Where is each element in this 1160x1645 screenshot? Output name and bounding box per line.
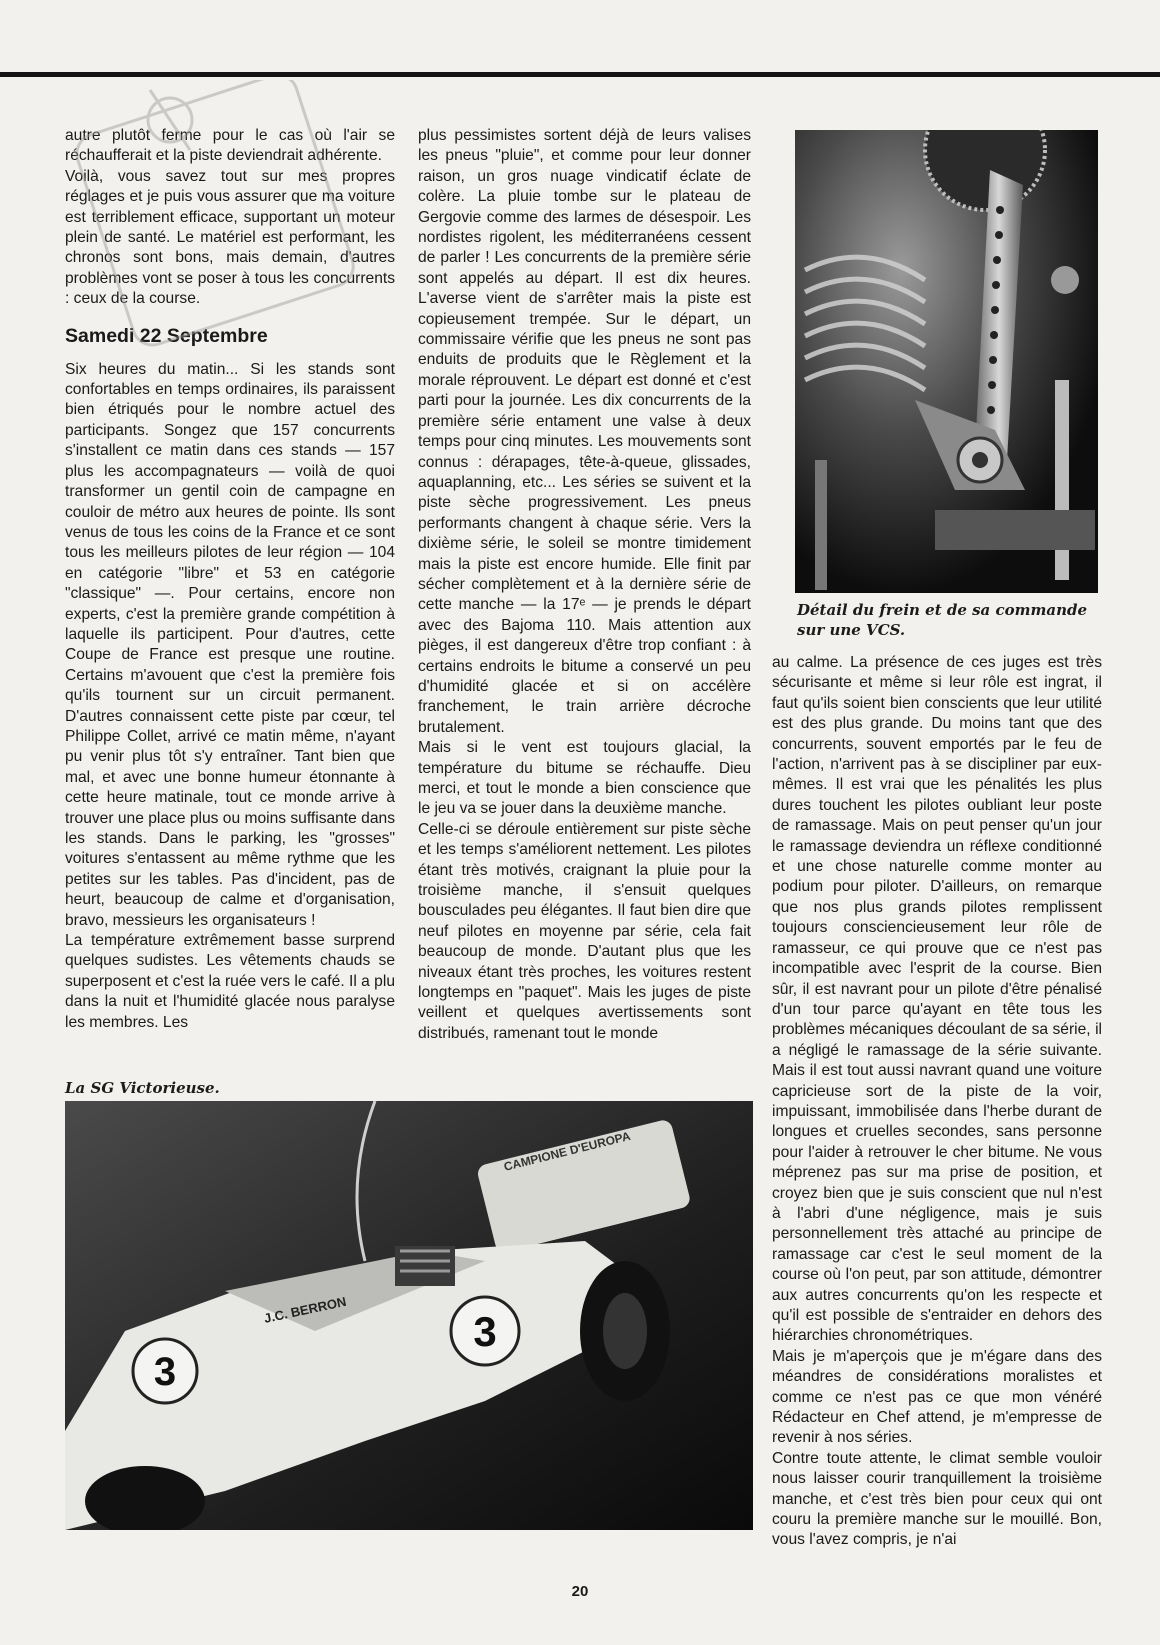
paragraph: Contre toute attente, le climat semble vouloir nous laisser courir tranquillement la troisième manche, et c'est très bien pour ceux qui ont couru la première manche sur le mouillé. Bon, vous l'avez compris, je n'ai bbox=[772, 1449, 1102, 1549]
photo-caption: La SG Victorieuse. bbox=[65, 1079, 220, 1097]
article-column-3 bbox=[772, 653, 1102, 1551]
paragraph: La température extrêmement basse surprend quelques sudistes. Les vêtements chauds se superposent et c'est la ruée vers le café. Il a plu dans la nuit et l'humidité glacée nous paralyse les membres. Les bbox=[65, 932, 395, 1031]
car-number-side: 3 bbox=[473, 1308, 497, 1355]
article-column-2 bbox=[418, 126, 751, 1044]
paragraph: Mais si le vent est toujours glacial, la température du bitume se réchauffe. Dieu merci, et tout le monde a bien conscience que le jeu va se jouer dans la deuxième manche. bbox=[418, 739, 751, 818]
section-heading: Samedi 22 Septembre bbox=[65, 324, 268, 347]
paragraph: Six heures du matin... Si les stands sont confortables en temps ordinaires, ils paraissent bien étriqués pour le nombre actuel des participants. Songez que 157 concurrents s'installent ce matin dans ces stands — 157 plus les accompagnateurs — voilà de quoi transformer un gentil coin de campagne en couloir de métro aux heures de pointe. Ils sont venus de tous les coins de la France et ce sont tous les meilleurs pilotes de leur région — 104 en catégorie "libre" et 53 en catégorie "classique" —. Pour certains, encore non experts, c'est la première grande compétition à laquelle ils participent. Pour d'autres, cette Coupe de France est presque une routine. Certains m'avouent que c'est la première fois qu'ils tournent sur un circuit permanent. D'autres connaissent cette piste par cœur, tel Philippe Collet, arrivé ce matin même, n'ayant pu venir plus tôt s'y entraîner. Tant bien que mal, et avec une bonne humeur étonnante à cette heure matinale, tout ce monde arrive à trouver une place plus ou moins suffisante dans les stands. Dans le parking, les "grosses" voitures s'entassent au même rythme que les petites sur les tables. Pas d'incident, pas de heurt, beaucoup de calme et d'organisation, bravo, messieurs les organisateurs ! bbox=[65, 360, 395, 929]
box-label: CAMPIONE D'EUROPA bbox=[502, 1128, 632, 1174]
paragraph: Mais je m'aperçois que je m'égare dans des méandres de considérations moralistes et comme ce n'est pas ce que mon vénéré Rédacteur en Chef attend, je m'empresse de revenir à nos séries. bbox=[772, 1347, 1102, 1447]
paragraph: plus pessimistes sortent déjà de leurs valises les pneus "pluie", et comme pour leur donner raison, un gros nuage vindicatif éclate de colère. La pluie tombe sur le plateau de Gergovie comme des larmes de désespoir. Les nordistes rigolent, les méditerranéens cessent de parler ! Les concurrents de la première série sont appelés au départ. Il est dix heures. L'averse vient de s'arrêter mais la piste est copieusement trempée. Sur le départ, un commissaire vérifie que les pneus ne sont pas enduits de produits que le Règlement et la morale réprouvent. Le départ est donné et c'est parti pour la journée. Les dix concurrents de la première série entament une valse à deux temps pour cinq minutes. Les mouvements sont connus : dérapages, tête-à-queue, glissades, aquaplanning, etc... Les séries se suivent et la piste sèche progressivement. Les pneus performants changent à chaque série. Vers la dixième série, le soleil se montre timidement mais la piste est encore humide. Elle finit par sécher complètement et à la dernière série de cette manche — la 17ᵉ — je prends le départ avec des Bajoma 110. Mais attention aux pièges, il est dangereux d'être trop confiant : à certains endroits le bitume a conservé un peu d'humidité glacée et si on accélère franchement, le train arrière décroche brutalement. bbox=[418, 127, 751, 736]
paragraph: Celle-ci se déroule entièrement sur piste sèche et les temps s'améliorent nettement. Les pilotes étant très motivés, craignant la pluie pour la troisième manche, il s'ensuit quelques bousculades peu élégantes. Il faut bien dire que neuf pilotes en moyenne par série, cela fait beaucoup de monde. D'autant plus que les niveaux étant très proches, les voitures restent longtemps en "paquet". Mais les juges de piste veillent et quelques avertissements sont distribués, ramenant tout le monde bbox=[418, 820, 751, 1042]
paragraph: au calme. La présence de ces juges est très sécurisante et même si leur rôle est ingrat, il faut qu'ils soient bien conscients que leur utilité est des plus grande. Du moins tant que des concurrents, souvent emportés par le feu de l'action, n'arrivent pas à se discipliner par eux-mêmes. Il est vrai que les pénalités les plus dures touchent les pilotes oubliant leur poste de ramassage. Mais on peut penser qu'un jour le ramassage deviendra un réflexe conditionné et une chose naturelle comme monter au podium pour piloter. D'ailleurs, on remarque que nos plus grands pilotes remplissent toujours consciencieusement leur rôle de ramasseur, ce qui prouve que ce n'est pas incompatible avec l'esprit de la course. Bien sûr, il est navrant pour un pilote d'être pénalisé d'un tour parce qu'ayant en tête tous les problèmes mécaniques découlant de sa série, il a négligé le ramassage de la série suivante. Mais il est tout aussi navrant quand une voiture capricieuse sort de la piste de la voir, impuissant, immobilisée dans l'herbe durant de longues et cruelles secondes, sans personne pour l'aider à retrouver le cher bitume. Ne vous méprenez pas sur ma prise de position, et croyez bien que je suis conscient que nul n'est à l'abri d'une négligence, mais je suis personnellement très attaché au principe de ramassage car c'est le seul moment de la course où l'on peut, par son attitude, démontrer aux autres concurrents qu'on les respecte et qu'il est possible de s'entraider en dehors des hiérarchies chronométriques. bbox=[772, 654, 1102, 1345]
top-rule bbox=[0, 72, 1160, 77]
brake-detail-photo bbox=[795, 130, 1098, 593]
article-column-1 bbox=[65, 126, 395, 1033]
rc-car-illustration bbox=[65, 1101, 753, 1530]
page-number: 20 bbox=[571, 1583, 589, 1600]
rc-car-photo bbox=[65, 1101, 753, 1530]
car-number-front: 3 bbox=[153, 1350, 177, 1394]
paragraph: autre plutôt ferme pour le cas où l'air se réchaufferait et la piste deviendrait adhérente. bbox=[65, 127, 395, 165]
brake-detail-illustration bbox=[795, 130, 1098, 593]
driver-name: J.C. BERRON bbox=[262, 1293, 348, 1326]
photo-caption: Détail du frein et de sa commande sur une VCS. bbox=[797, 601, 1088, 639]
paragraph: Voilà, vous savez tout sur mes propres réglages et je puis vous assurer que ma voiture est terriblement efficace, supportant un moteur plein de santé. Le matériel est performant, les chronos sont bons, mais demain, d'autres problèmes vont se poser à tous les concurrents : ceux de la course. bbox=[65, 167, 395, 308]
